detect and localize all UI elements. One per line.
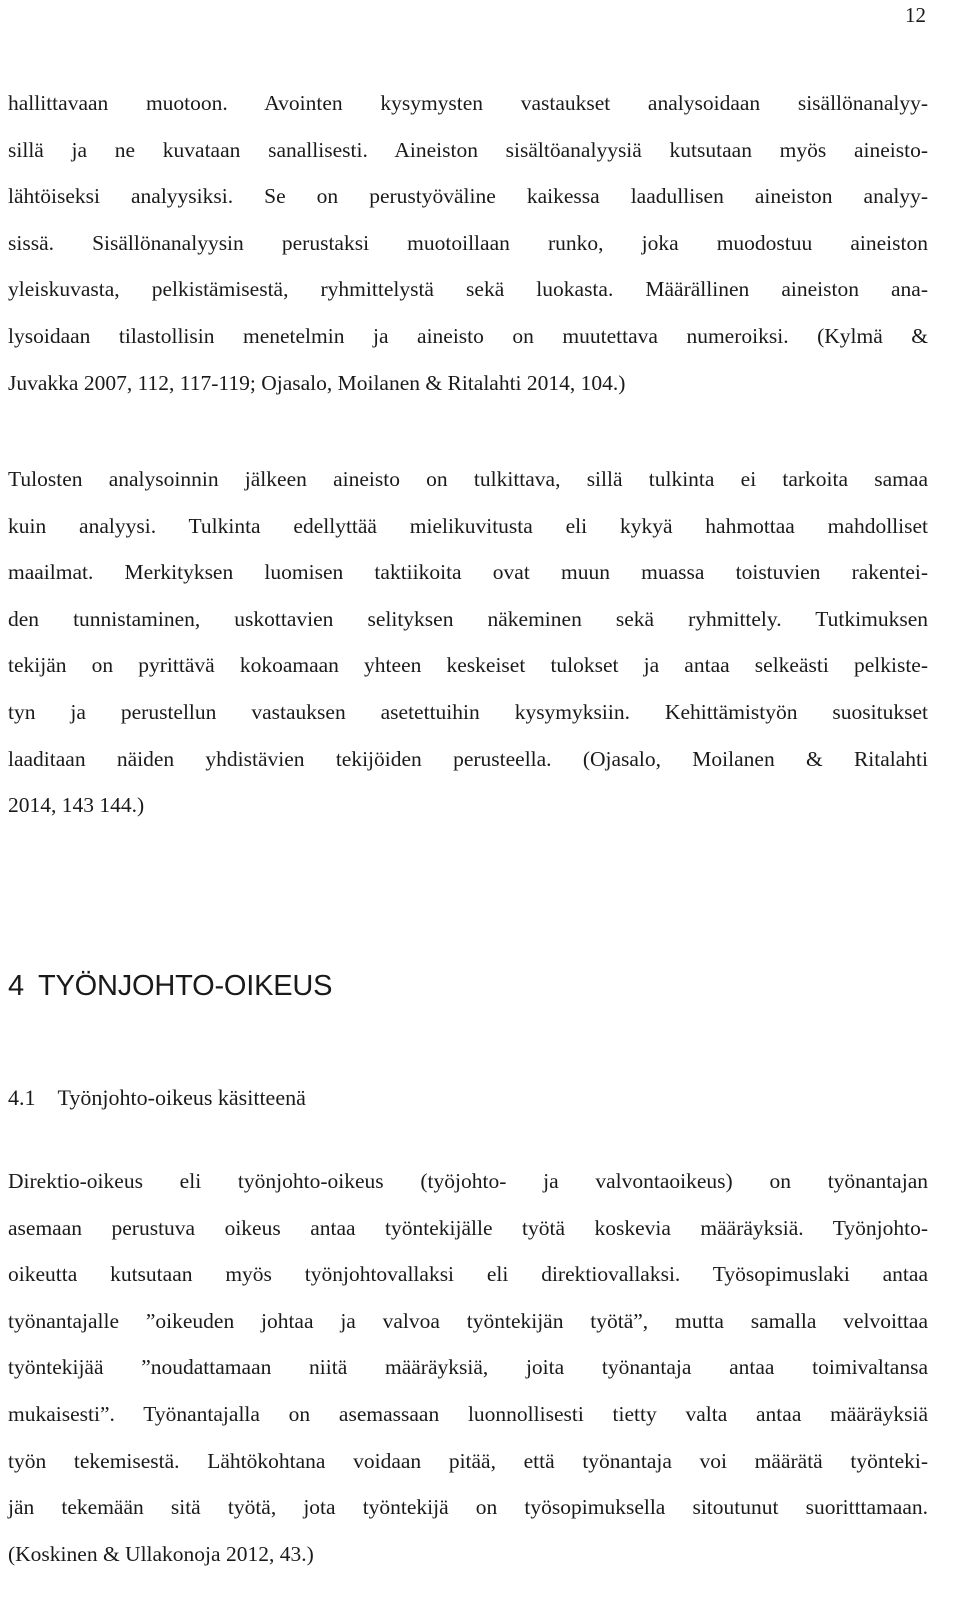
paragraph-line: työnantajalle ”oikeuden johtaa ja valvoa työntekijän työtä”, mutta samalla velvoittaa bbox=[8, 1308, 928, 1333]
subsection-heading bbox=[8, 1084, 306, 1112]
paragraph-line: lähtöiseksi analyysiksi. Se on perustyöväline kaikessa laadullisen aineiston analyy- bbox=[8, 184, 928, 209]
paragraph-line: (Koskinen & Ullakonoja 2012, 43.) bbox=[8, 1541, 314, 1566]
paragraph-line: Juvakka 2007, 112, 117-119; Ojasalo, Moilanen & Ritalahti 2014, 104.) bbox=[8, 370, 626, 395]
paragraph-line: jän tekemään sitä työtä, jota työntekijä on työsopimuksella sitoutunut suoritttamaan. bbox=[8, 1495, 928, 1520]
paragraph-line: lysoidaan tilastollisin menetelmin ja aineisto on muutettava numeroiksi. (Kylmä & bbox=[8, 323, 928, 348]
page-number: 12 bbox=[905, 3, 926, 27]
paragraph-line: asemaan perustuva oikeus antaa työntekijälle työtä koskevia määräyksiä. Työnjohto- bbox=[8, 1215, 928, 1240]
paragraph-line: maailmat. Merkityksen luomisen taktiikoita ovat muun muassa toistuvien rakentei- bbox=[8, 560, 928, 585]
paragraph-line: Direktio-oikeus eli työnjohto-oikeus (työjohto- ja valvontaoikeus) on työnantajan bbox=[8, 1169, 928, 1193]
section-heading bbox=[8, 968, 332, 1004]
paragraph-line: oikeutta kutsutaan myös työnjohtovallaksi eli direktiovallaksi. Työsopimuslaki antaa bbox=[8, 1262, 928, 1287]
paragraph-line: kuin analyysi. Tulkinta edellyttää mielikuvitusta eli kykyä hahmottaa mahdolliset bbox=[8, 513, 928, 538]
paragraph-line: mukaisesti”. Työnantajalla on asemassaan luonnollisesti tietty valta antaa määräyksiä bbox=[8, 1401, 928, 1426]
subsection-title: Työnjohto-oikeus käsitteenä bbox=[57, 1085, 306, 1110]
paragraph-line: Tulosten analysoinnin jälkeen aineisto on tulkittava, sillä tulkinta ei tarkoita samaa bbox=[8, 467, 928, 491]
paragraph-line: työn tekemisestä. Lähtökohtana voidaan pitää, että työnantaja voi määrätä työnteki- bbox=[8, 1448, 928, 1473]
section-title: TYÖNJOHTO-OIKEUS bbox=[37, 970, 333, 1002]
paragraph-line: työntekijää ”noudattamaan niitä määräyksiä, joita työnantaja antaa toimivaltansa bbox=[8, 1355, 928, 1380]
paragraph-interpretation bbox=[8, 456, 928, 829]
paragraph-line: sillä ja ne kuvataan sanallisesti. Aineiston sisältöanalyysiä kutsutaan myös aineisto- bbox=[8, 137, 928, 162]
paragraph-analysis-methods bbox=[8, 80, 928, 406]
paragraph-line: sissä. Sisällönanalyysin perustaksi muotoillaan runko, joka muodostuu aineiston bbox=[8, 230, 928, 255]
paragraph-line: tyn ja perustellun vastauksen asetettuihin kysymyksiin. Kehittämistyön suositukset bbox=[8, 699, 928, 724]
paragraph-line: laaditaan näiden yhdistävien tekijöiden perusteella. (Ojasalo, Moilanen & Ritalahti bbox=[8, 746, 928, 771]
section-number: 4 bbox=[8, 970, 24, 1002]
paragraph-line: 2014, 143 144.) bbox=[8, 793, 145, 818]
subsection-number: 4.1 bbox=[8, 1085, 36, 1110]
paragraph-line: tekijän on pyrittävä kokoamaan yhteen keskeiset tulokset ja antaa selkeästi pelkiste- bbox=[8, 653, 928, 678]
paragraph-line: hallittavaan muotoon. Avointen kysymysten vastaukset analysoidaan sisällönanalyy- bbox=[8, 91, 928, 115]
paragraph-line: den tunnistaminen, uskottavien selityksen näkeminen sekä ryhmittely. Tutkimuksen bbox=[8, 606, 928, 631]
paragraph-line: yleiskuvasta, pelkistämisestä, ryhmittelystä sekä luokasta. Määrällinen aineiston ana- bbox=[8, 277, 928, 302]
paragraph-direction-right bbox=[8, 1158, 928, 1577]
